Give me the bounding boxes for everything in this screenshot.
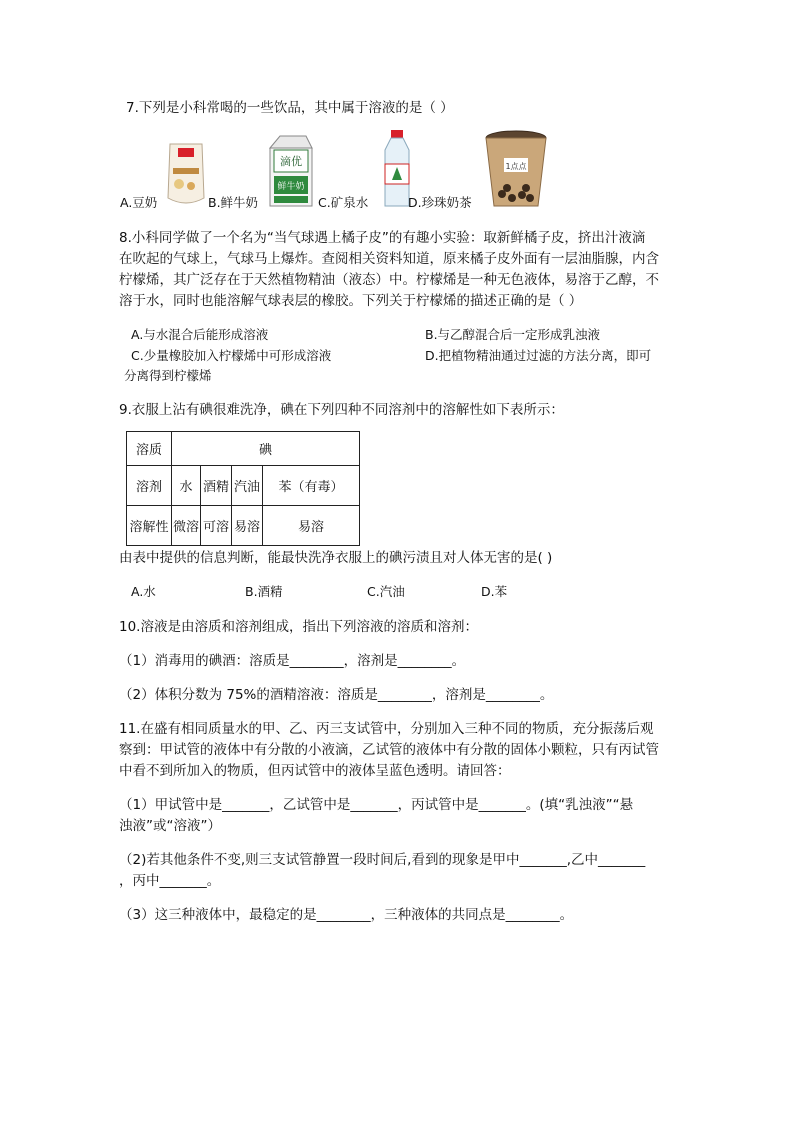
table-cell-solvent-benzene: 苯（有毒） <box>263 466 360 506</box>
q8-line-3: 柠檬烯，其广泛存在于天然植物精油（液态）中。柠檬烯是一种无色液体，易溶于乙醇，不 <box>119 272 659 288</box>
milk-carton-icon <box>266 132 316 210</box>
q8-line-2: 在吹起的气球上，气球马上爆炸。查阅相关资料知道，原来橘子皮外面有一层油脂腺，内含 <box>119 251 659 267</box>
q9-option-c: C.汽油 <box>367 584 405 599</box>
carton-label: 鲜牛奶 <box>277 182 305 192</box>
soy-milk-pouch-icon <box>164 138 208 210</box>
q7-option-a: A.豆奶 <box>120 195 158 210</box>
q7-option-b: B.鲜牛奶 <box>208 195 259 210</box>
q8-option-d: D.把植物精油通过过滤的方法分离，即可 <box>425 348 652 363</box>
bubble-tea-cup-icon <box>484 128 548 210</box>
q7-option-c: C.矿泉水 <box>318 195 369 210</box>
table-cell-solubility-label: 溶解性 <box>127 506 172 546</box>
q8-option-c: C.少量橡胶加入柠檬烯中可形成溶液 <box>131 348 332 363</box>
table-cell-solubility-benzene: 易溶 <box>263 506 360 546</box>
table-cell-solute-label: 溶质 <box>127 432 172 466</box>
table-cell-solvent-water: 水 <box>172 466 201 506</box>
q8-option-d-continued: 分离得到柠檬烯 <box>124 368 212 383</box>
q7-stem: 7.下列是小科常喝的一些饮品，其中属于溶液的是（ ） <box>126 100 454 116</box>
solubility-table <box>126 431 360 546</box>
table-cell-solubility-water: 微溶 <box>172 506 201 546</box>
q8-line-1: 8.小科同学做了一个名为“当气球遇上橘子皮”的有趣小实验：取新鲜橘子皮，挤出汁液滴 <box>119 230 646 246</box>
carton-logo: 滴优 <box>280 155 302 168</box>
q10-part-2: （2）体积分数为 75%的酒精溶液：溶质是________，溶剂是________。 <box>119 687 554 703</box>
q11-part-2-continued: ，丙中_______。 <box>119 873 221 889</box>
q9-stem: 9.衣服上沾有碘很难洗净，碘在下列四种不同溶剂中的溶解性如下表所示： <box>119 402 564 418</box>
table-cell-solvent-alcohol: 酒精 <box>201 466 232 506</box>
tea-logo: 1点点 <box>505 162 527 171</box>
q11-line-2: 察到：甲试管的液体中有分散的小液滴，乙试管的液体中有分散的固体小颗粒，只有丙试管 <box>119 742 659 758</box>
q9-option-d: D.苯 <box>481 584 508 599</box>
table-cell-solubility-alcohol: 可溶 <box>201 506 232 546</box>
q11-line-1: 11.在盛有相同质量水的甲、乙、丙三支试管中，分别加入三种不同的物质，充分振荡后观 <box>119 721 654 737</box>
q8-option-a: A.与水混合后能形成溶液 <box>131 327 269 342</box>
q9-option-b: B.酒精 <box>245 584 283 599</box>
q11-part-1-continued: 浊液”或“溶液”） <box>119 818 221 834</box>
table-cell-solvent-gasoline: 汽油 <box>232 466 263 506</box>
q10-stem: 10.溶液是由溶质和溶剂组成，指出下列溶液的溶质和溶剂： <box>119 619 478 635</box>
table-cell-solubility-gasoline: 易溶 <box>232 506 263 546</box>
q7-option-d: D.珍珠奶茶 <box>408 195 472 210</box>
q8-line-4: 溶于水，同时也能溶解气球表层的橡胶。下列关于柠檬烯的描述正确的是（ ） <box>119 293 583 309</box>
q10-part-1: （1）消毒用的碘酒：溶质是________，溶剂是________。 <box>119 653 466 669</box>
q9-option-a: A.水 <box>131 584 156 599</box>
q11-part-2: （2)若其他条件不变,则三支试管静置一段时间后,看到的现象是甲中_______,乙中_______ <box>119 852 646 868</box>
q11-line-3: 中看不到所加入的物质，但丙试管中的液体呈蓝色透明。请回答： <box>119 763 511 779</box>
table-cell-solute: 碘 <box>172 432 360 466</box>
q8-option-b: B.与乙醇混合后一定形成乳浊液 <box>425 327 601 342</box>
table-cell-solvent-label: 溶剂 <box>127 466 172 506</box>
q11-part-1: （1）甲试管中是_______，乙试管中是_______，丙试管中是_______。(填“乳浊液”“悬 <box>119 797 634 813</box>
q11-part-3: （3）这三种液体中，最稳定的是________，三种液体的共同点是________。 <box>119 907 574 923</box>
q9-question: 由表中提供的信息判断，能最快洗净衣服上的碘污渍且对人体无害的是( ) <box>119 550 553 566</box>
